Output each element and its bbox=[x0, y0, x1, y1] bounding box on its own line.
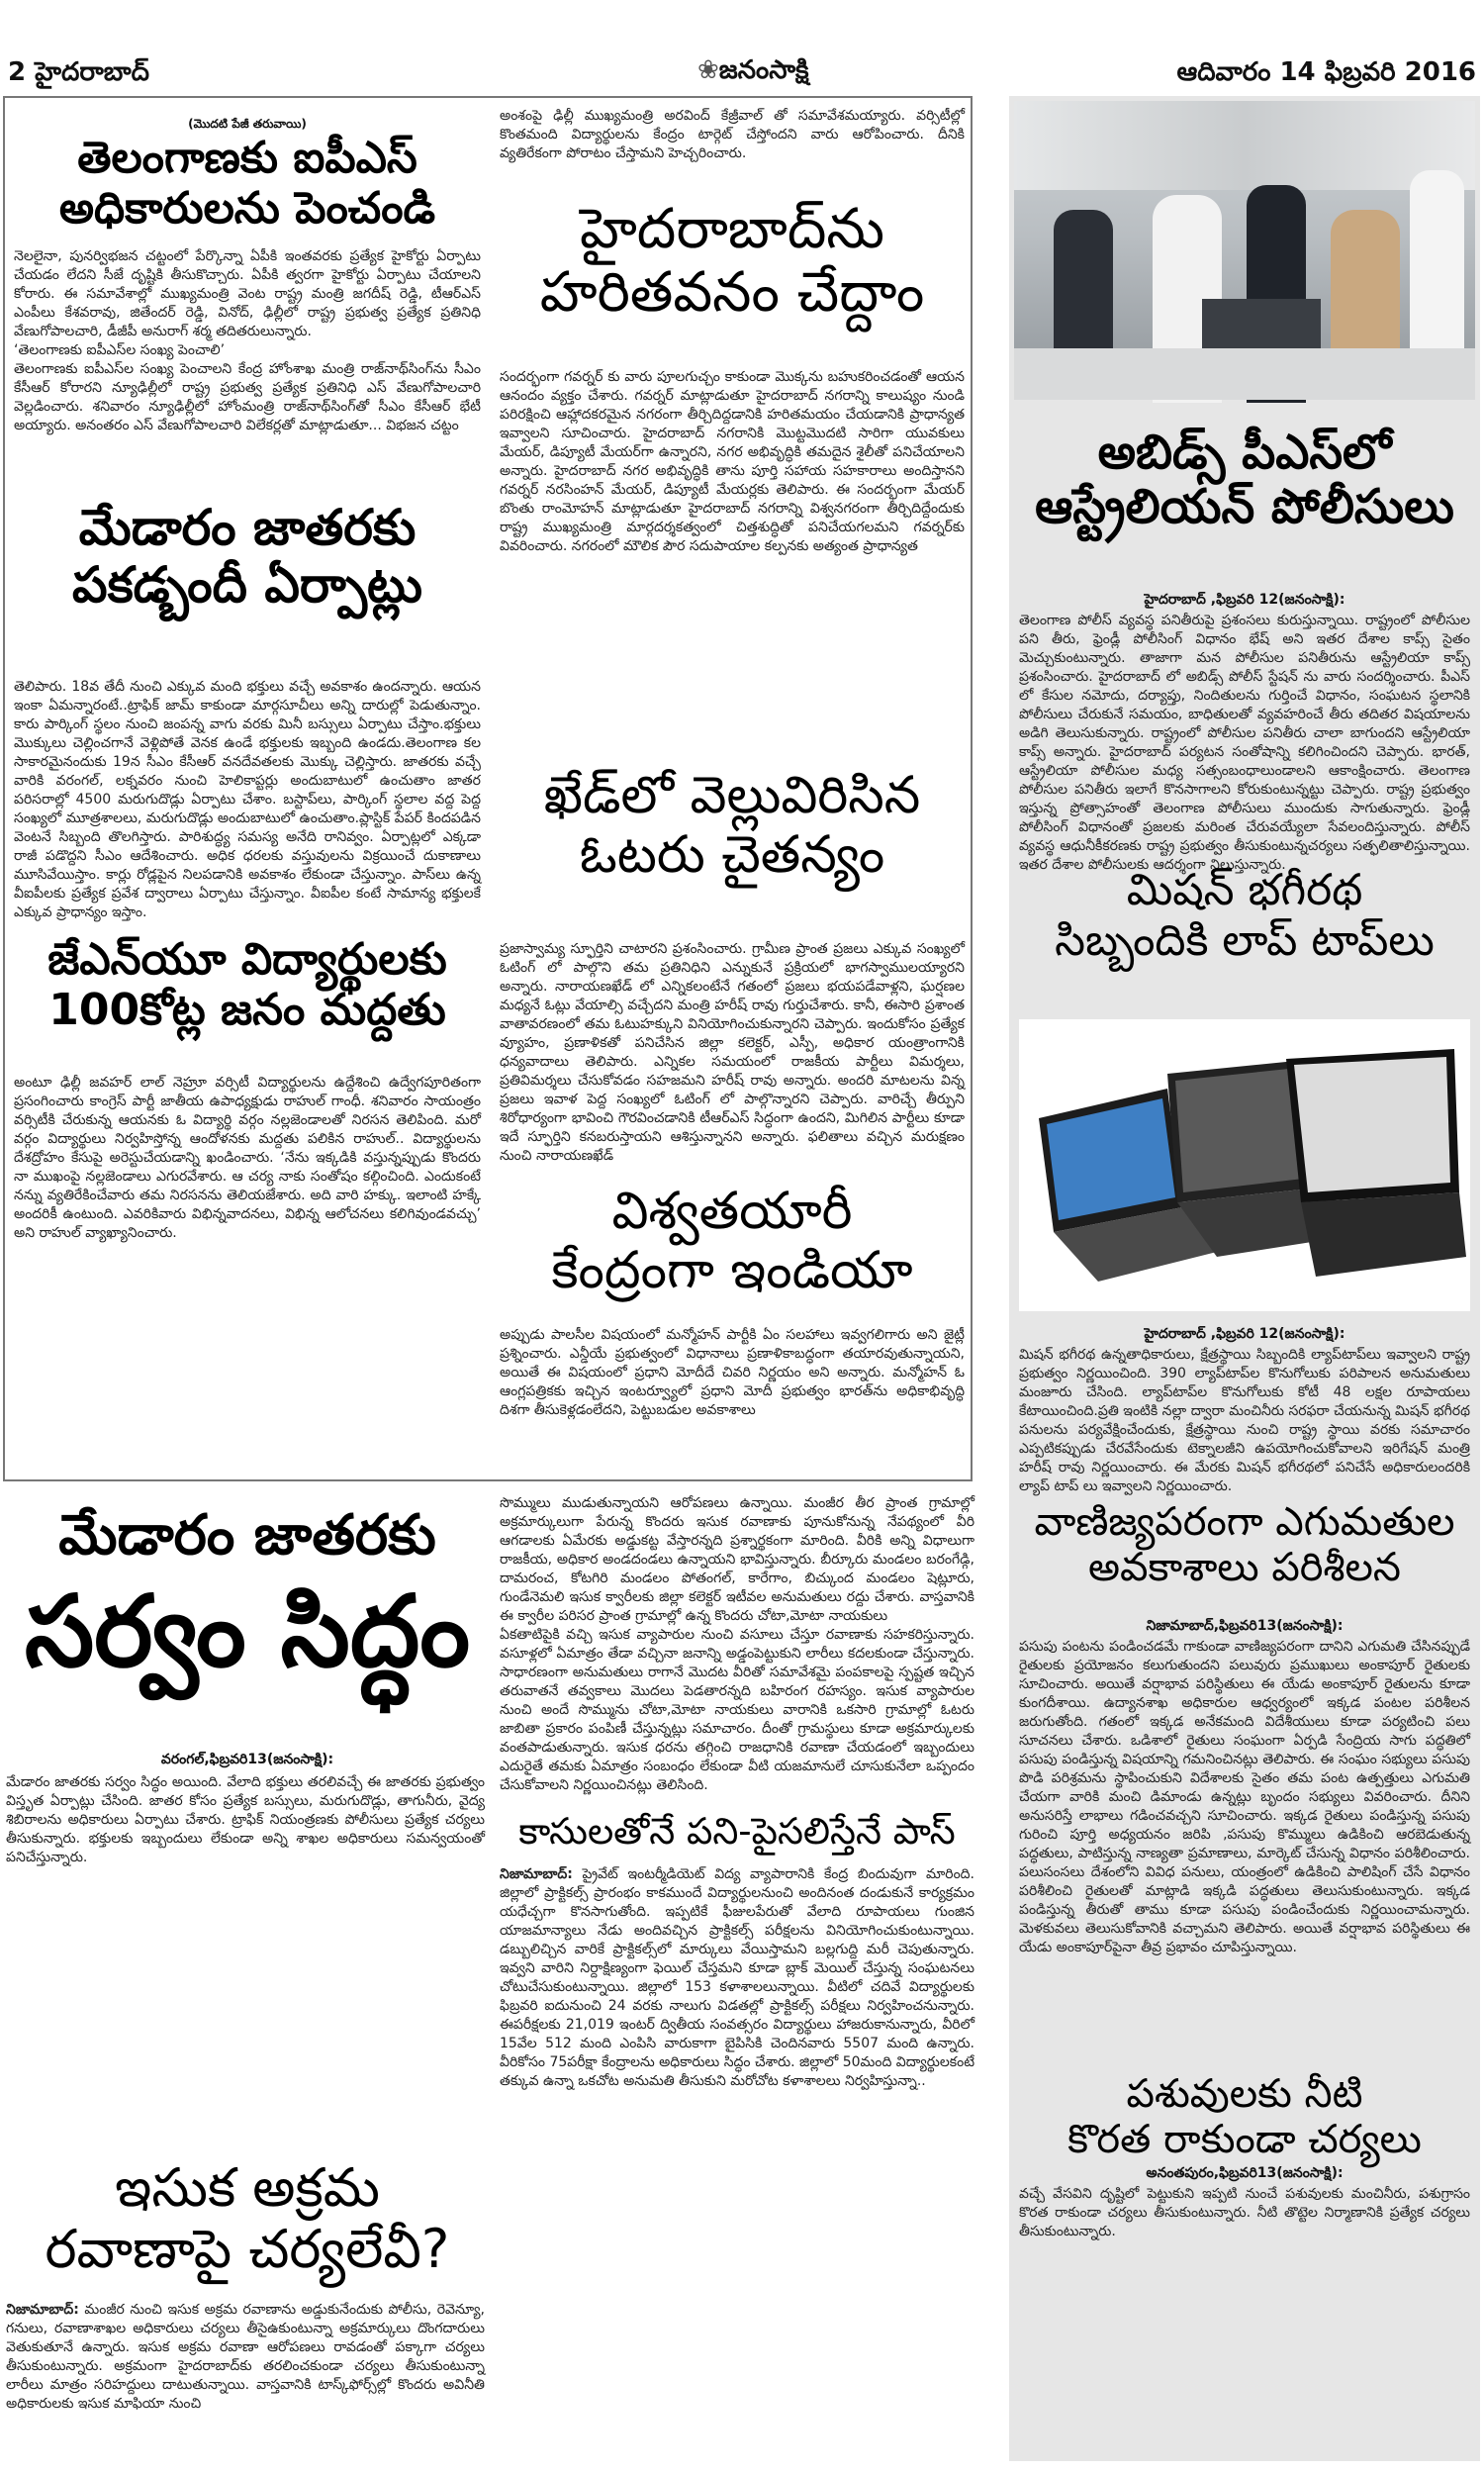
headline-line: సిబ్బందికి లాప్ టాప్‌లు bbox=[1055, 914, 1435, 966]
headline-abids-ps bbox=[1014, 426, 1475, 534]
headline-hyderabad-green bbox=[495, 198, 970, 326]
headline-cash-pass: కాసులతోనే పని-పైసలిస్తేనే పాస్ bbox=[518, 1810, 956, 1853]
article-body-india-manufacturing: అప్పుడు పాలసీల విషయంలో మన్మోహన్ పార్టీకి ఏం సలహాలు ఇవ్వగలిగారు అని జైట్లీ ప్రశ్నించారు. ఎన్డీయే ప్రభుత్వంలో విధానాలు ప్రణాళికాబద్ధంగా తయారవుతున్నాయని, అయితే ఈ విషయంలో ప్రధాని మోదీదే చివరి నిర్ణయం అని అన్నారు. మన్మోహన్ ఓ ఆంగ్లపత్రికకు ఇచ్చిన ఇంటర్వ్యూలో ప్రధాని మోదీ ప్రభుత్వం భారత్‌ను అధికాభివృద్ధి దిశగా తీసుకెళ్లడంలేదని, పెట్టుబడుల అవకాశాలు bbox=[500, 1327, 965, 1418]
headline-line: మేడారం జాతరకు bbox=[78, 499, 417, 556]
headline-line: జేఎన్‌యూ విద్యార్థులకు bbox=[47, 934, 447, 985]
article-body-mission: మిషన్ భగీరథ ఉన్నతాధికారులు, క్షేత్రస్థాయి సిబ్బందికి ల్యాప్‌టాప్‌లు ఇవ్వాలని రాష్ట్ర ప్రభుత్వం నిర్ణయించింది. 390 ల్యాప్‌టాప్‌ల కొనుగోలుకు పరిపాలన అనుమతులు మంజూరు చేసింది. ల్యాప్‌టాప్‌ల కొనుగోలుకు కోటీ 48 లక్షల రూపాయలు కేటాయించింది.ప్రతి ఇంటికి నల్లా ద్వారా మంచినీరు సరఫరా చేయనున్న మిషన్ భగీరథ పనులను పర్యవేక్షించేందుకు, క్షేత్రస్థాయి నుంచి రాష్ట్ర స్థాయి వరకు సమాచారం ఎప్పటికప్పుడు చేరవేసేందుకు టెక్నాలజీని ఉపయోగించుకోవాలని ఇరిగేషన్ మంత్రి హరీష్ రావు నిర్ణయించారు. ఈ మేరకు మిషన్ భగీరథలో పనిచేసే అధికారులందరికి ల్యాప్ టాప్ లు ఇవ్వాలని నిర్ణయించారు. bbox=[1019, 1347, 1470, 1494]
headline-line: అబిడ్స్ పీఎస్‌లో bbox=[1097, 425, 1392, 480]
masthead-emblem-icon: ❀ bbox=[697, 55, 719, 85]
article-body-cattle: వచ్చే వేసవిని దృష్టిలో పెట్టుకుని ఇప్పటి నుంచే పశువులకు మంచినీరు, పశుగ్రాసం కొరత రాకుండా చర్యలు తీసుకుంటున్నారు. నీటి తొట్టెల నిర్మాణానికి ప్రత్యేక చర్యలు తీసుకుంటున్నారు. bbox=[1019, 2186, 1470, 2239]
article-body-trade: పసుపు పంటను పండించడమే గాకుండా వాణిజ్యపరంగా దానిని ఎగుమతి చేసినప్పుడే రైతులకు ప్రయోజనం కలుగుతుందని పలువురు ప్రముఖులు అంకాపూర్ రైతులకు సూచించారు. అయితే వర్షాభావ పరిస్థితులు ఈ యేడు అంకాపూర్ రైతులను కూడా కుంగదీశాయి. ఉద్యానశాఖ అధికారుల ఆధ్వర్యంలో ఇక్కడ పంటల పరిశీలన జరుగుతోంది. గతంలో ఇక్కడ అనేకమంది విదేశీయులు కూడా పర్యటించి పలు సూచనలు చేశారు. ఒడిశాలో రైతులు సంఘంగా ఏర్పడి సేంద్రియ సాగు పద్ధతిలో పసుపు పండిస్తున్న విషయాన్ని గమనించినట్లు తెలిపారు. ఈ సంఘం సభ్యులు పసుపు పొడి పరిశ్రమను స్థాపించుకుని విదేశాలకు సైతం తమ పంట ఉత్పత్తులు ఎగుమతి చేయగా వారికి మంచి డిమాండు ఉన్నట్లు బృందం సభ్యులు వివరించారు. దీనిని అనుసరిస్తే లాభాలు గడించవచ్చని సూచించారు. ఇక్కడ రైతులు పండిస్తున్న పసుపు గురించి పూర్తి అధ్యయనం జరిపి ,పసుపు కొమ్ములు ఉడికించి ఆరబెడుతున్న పద్ధతులు, పాటిస్తున్న నాణ్యతా ప్రమాణాలు, మార్కెట్ చేసున్న విధానం పరిశీలించారు. పలుసంసలు దేశంలోని వివిధ పనులు, యంత్రంలో ఉడికించి పాలిషింగ్ చేసే విధానం పరిశీలించి రైతులతో మాట్లాడి ఇక్కడి పద్ధతులు తెలుసుకుంటున్నారు. ఇక్కడ పండిస్తున్న తీరుతో తాము కూడా పసుపు పండించేందుకు నిర్ణయించామన్నారు. మెళకువలు తెలుసుకోవానికి వచ్చామని తెలిపారు. అయితే వర్షాభావ పరిస్థితులు ఈ యేడు అంకాపూర్‌పైనా తీవ్ర ప్రభావం చూపిస్తున్నాయి. bbox=[1019, 1639, 1470, 1955]
article-body-hyderabad-green: సందర్భంగా గవర్నర్ కు వారు పూలగుచ్చం కాకుండా మొక్కను బహుకరించడంతో ఆయన ఆనందం వ్యక్తం చేశారు. గవర్నర్ మాట్లాడుతూ హైదరాబాద్ నగరాన్ని కాలుష్యం నుండి పరిరక్షించి ఆహ్లాదకరమైన నగరంగా తీర్చిదిద్దడానికి హరితమయం చేయడానికి ప్రాధాన్యత ఇవ్వాలని సూచించారు. హైదరాబాద్ నగరానికి మొట్టమొదటి సారిగా యువకులు మేయర్, డిప్యూటీ మేయర్‌గా ఉన్నారని, నగర అభివృద్ధికి తమదైన శైలీతో పనిచేయాలని అన్నారు. హైదరాబాద్ నగర అభివృద్ధికి తాను పూర్తి సహాయ సహకారాలు అందిస్తానని గవర్నర్ నరసింహన్ మేయర్, డిప్యూటీ మేయర్లకు తెలిపారు. ఈ సందర్భంగా మేయర్ బొంతు రాంమోహన్ మాట్లాడుతూ హైదరాబాద్ నగరాన్ని విశ్వనగరంగా తీర్చిదిద్దేందుకు రాష్ట్ర ముఖ్యమంత్రి మార్గదర్శకత్వంలో చిత్తశుద్ధితో పనిచేయగలమని గవర్నర్‌కు వివరించారు. నగరంలో మౌలిక పౌర సదుపాయాల కల్పనకు అత్యంత ప్రాధాన్యత bbox=[500, 369, 965, 554]
headline-cattle-water bbox=[1014, 2071, 1475, 2162]
page-label: 2 హైదరాబాద్ bbox=[8, 57, 149, 87]
paragraph: మంజీర నుంచి ఇసుక అక్రమ రవాణాను అడ్డుకునేందుకు పోలీసు, రెవెన్యూ, గనులు, రవాణాశాఖల అధికారులు చర్యలు తీసైఉకుంటున్నా అక్రమార్కులు దొంగదారులు వెతుకుతూనే ఉన్నారు. ఇసుక అక్రమ రవాణా ఆరోపణలు రావడంతో పక్కాగా చర్యలు తీసుకుంటున్నారు. అక్రమంగా హైదరాబాద్‌కు తరలించకుండా చర్యలు తీసుకుంటున్నా లారీలు మాత్రం సరిహద్దులు దాటుతున్నాయి. వాస్తవానికి టాస్క్‌ఫోర్స్‌ల్లో కొందరు అవినీతి అధికారులకు ఇసుక మాఫియా నుంచి bbox=[6, 2302, 485, 2412]
article-body-khed: ప్రజాస్వామ్య స్ఫూర్తిని చాటారని ప్రశంసించారు. గ్రామీణ ప్రాంత ప్రజలు ఎక్కువ సంఖ్యలో ఓటింగ్ లో పాల్గొని తమ ప్రతినిధిని ఎన్నుకునే ప్రక్రియలో భాగస్వాములయ్యారని అన్నారు. నారాయణఖేడ్ లో ఎన్నికలంటేనే గతంలో ప్రజలు భయపడేవాళ్లని, ఘర్షణల మధ్యనే ఓట్లు వేయాల్సి వచ్చేదని మంత్రి హరీష్ రావు గుర్తుచేశారు. కానీ, ఈసారి ప్రశాంత వాతావరణంలో తమ ఓటుహక్కుని వినియోగించుకున్నారని చెప్పారు. ఇందుకోసం ప్రత్యేక వ్యూహం, ప్రణాళికతో పనిచేసిన జిల్లా కలెక్టర్, ఎస్పీ, అధికార యంత్రాంగానికి ధన్యవాదాలు తెలిపారు. ఎన్నికల సమయంలో రాజకీయ పార్టీలు విమర్శలు, ప్రతివిమర్శలు చేసుకోవడం సహజమని హరీష్ రావు అన్నారు. అందరి మాటలను విన్న ప్రజలు ఇవాళ పెద్ద సంఖ్యలో ఓటింగ్ లో పాల్గొన్నారని చెప్పారు. వారిచ్చే తీర్పుని శిరోధార్యంగా భావించి గౌరవించడానికి టీఆర్ఎస్ సిద్ధంగా ఉందని, మిగిలిన పార్టీలు కూడా ఇదే స్ఫూర్తిని కనబరుస్తాయని ఆశిస్తున్నానని అన్నారు. ఫలితాలు వచ్చిన మరుక్షణం నుంచి నారాయణఖేడ్ bbox=[500, 941, 965, 1164]
article-body-cash-pass bbox=[500, 1865, 974, 2454]
photo-australian-police-visit bbox=[1014, 101, 1475, 400]
headline-ips bbox=[10, 134, 485, 234]
headline-line: పకడ్బందీ ఏర్పాట్లు bbox=[72, 555, 422, 614]
dateline-cattle: అనంతపురం,ఫిబ్రవరి13(జనంసాక్షి): bbox=[1146, 2165, 1344, 2181]
headline-india-manufacturing bbox=[495, 1183, 970, 1301]
article-body-medaram-arrangements: తెలిపారు. 18వ తేదీ నుంచి ఎక్కువ మంది భక్తులు వచ్చే అవకాశం ఉందన్నారు. ఆయన ఇంకా ఏమన్నారంటే..ట్రాఫిక్ జామ్ కాకుండా మార్గసూచీలు అన్ని దారుల్లో పెడుతున్నాం. కారు పార్కింగ్ స్థలం నుంచి జంపన్న వాగు వరకు మినీ బస్సులు ఏర్పాటు చేస్తాం.భక్తులు మొక్కులు చెల్లించగానే వెళ్లిపోతే వెనక ఉండే భక్తులకు ఇబ్బంది ఉండదు.తెలంగాణ కల సాకారమైనందుకు 19న సీఎం కేసీఆర్ వనదేవతలకు మొక్కు చెల్లిస్తారు. జాతరకు వచ్చే వారికి వరంగల్, లక్నవరం నుంచి హెలికాప్టర్లు అందుబాటులో ఉంచుతాం జాతర పరిసరాల్లో 4500 మరుగుదొడ్లు ఏర్పాటు చేశాం. బస్టాప్‌లు, పార్కింగ్ స్థలాల వద్ద పెద్ద సంఖ్యలో మూత్రశాలలు, మరుగుదొడ్లు అందుబాటులో ఉంచుతాం.ప్లాస్టిక్ పేపర్ కిందపడిన వెంటనే సిబ్బంది తొలగిస్తారు. పారిశుద్ధ్య సమస్య అనేది రానివ్వం. ఏర్పాట్లలో ఎక్కడా రాజీ పడొద్దని సీఎం ఆదేశించారు. అధిక ధరలకు వస్తువులను విక్రయించే దుకాణాలు మూసివేయిస్తాం. కార్లు రోడ్లపైన నిలపడానికి అవకాశం లేకుండా చేస్తున్నాం. పాస్‌లు ఉన్న వీఐపీలకు ప్రత్యేక ప్రవేశ ద్వారాలు ఏర్పాటు చేస్తున్నాం. వీఐపీల కంటే సామాన్య భక్తులకే ఎక్కువ ప్రాధాన్యం ఇస్తాం. bbox=[14, 679, 481, 920]
headline-sand-transport bbox=[0, 2157, 495, 2280]
dateline-medaram: వరంగల్,ఫిబ్రవరి13(జనంసాక్షి): bbox=[160, 1752, 334, 1767]
headline-line: పశువులకు నీటి bbox=[1126, 2071, 1363, 2117]
article-body-continued: అంశంపై ఢిల్లీ ముఖ్యమంత్రి అరవింద్ కేజ్రీవాల్ తో సమావేశమయ్యారు. వర్సిటీల్లో కొంతమంది విద్యార్థులను కేంద్రం టార్గెట్ చేస్తోందని వారు ఆరోపించారు. దీనికి వ్యతిరేకంగా పోరాటం చేస్తామని హెచ్చరించారు. bbox=[500, 108, 965, 161]
masthead-text: జనంసాక్షి bbox=[718, 55, 809, 85]
headline-line: సర్వం సిద్ధం bbox=[24, 1573, 471, 1690]
headline-jnu bbox=[10, 935, 485, 1035]
dateline-abids: హైదరాబాద్ ,ఫిబ్రవరి 12(జనంసాక్షి): bbox=[1144, 592, 1345, 608]
headline-line: 100కోట్ల జనం మద్దతు bbox=[48, 984, 446, 1035]
headline-mission-bhagiratha bbox=[1014, 866, 1475, 966]
headline-line: ఓటరు చైతన్యం bbox=[579, 824, 885, 885]
dateline-trade: నిజామాబాద్,ఫిబ్రవరి13(జనంసాక్షి): bbox=[1146, 1618, 1344, 1634]
paragraph: సొమ్ములు ముడుతున్నాయని ఆరోపణలు ఉన్నాయి. మంజీర తీర ప్రాంత గ్రామాల్లో అక్రమార్కులుగా పేరున్న కొందరు ఇసుక రవాణాకు పూనుకోనున్న నేపథ్యంలో వీరి ఆగడాలకు ఏమేరకు అడ్డుకట్ట వేస్తారన్నది ప్రశ్నార్థకంగా మారింది. వీరికి అన్ని విధాలుగా రాజకీయ, అధికార అండదండలు ఉన్నాయని భావిస్తున్నారు. బీర్కూరు మండలం బరంగేడ్గి, దామరంచ, కోటగిరి మండలం పోతంగల్, కారేగాం, బిచ్కుంద మండలం షెట్లూరు, గుండేనెమలి ఇసుక క్వారీలకు జిల్లా కలెక్టర్ ఇటీవల అనుమతులు రద్దు చేశారు. వాస్తవానికి ఈ క్వారీల పరిసర ప్రాంత గ్రామాల్లో ఉన్న కొందరు చోటా,మోటా నాయకులు bbox=[500, 1495, 974, 1624]
continued-kicker: (మొదటి పేజీ తరువాయి) bbox=[188, 117, 307, 131]
headline-line: హైదరాబాద్‌ను bbox=[579, 197, 885, 261]
article-body-sand-continued bbox=[500, 1494, 974, 1801]
dateline-lead: నిజామాబాద్: bbox=[500, 1866, 573, 1882]
paragraph: తెలంగాణకు ఐపీఎస్‌ల సంఖ్య పెంచాలని కేంద్ర హోంశాఖ మంత్రి రాజ్‌నాథ్‌సింగ్‌ను సీఎం కేసీఆర్ కోరారని న్యూఢిల్లీలో రాష్ట్ర ప్రభుత్వ ప్రత్యేక ప్రతినిధి ఎస్ వేణుగోపాలచారి వెల్లడించారు. శనివారం న్యూఢిల్లీలో హోంమంత్రి రాజ్‌నాథ్‌సింగ్‌తో సీఎం కేసీఆర్ భేటీ అయ్యారు. అనంతరం ఎస్ వేణుగోపాలచారి విలేకర్లతో మాట్లాడుతూ... విభజన చట్టం bbox=[14, 361, 481, 433]
laptops-illustration bbox=[1019, 1019, 1470, 1311]
headline-line: వాణిజ్యపరంగా ఎగుమతుల bbox=[1034, 1499, 1455, 1545]
paragraph: నెలలైనా, పునర్విభజన చట్టంలో పేర్కొన్నా ఏపీకి ఇంతవరకు ప్రత్యేక హైకోర్టు ఏర్పాటు చేయడం లేదని సీజే దృష్టికి తీసుకొచ్చారు. ఏపీకి త్వరగా హైకోర్టు ఏర్పాటు చేయాలని కోరారు. ఈ సమావేశాల్లో ముఖ్యమంత్రి వెంట రాష్ట్ర మంత్రి జగదీష్ రెడ్డి, టీఆర్ఎస్ ఎంపీలు కేశవరావు, జితేందర్ రెడ్డి, వినోద్, ఢిల్లీలో రాష్ట్ర ప్రభుత్వ ప్రత్యేక ప్రతినిధి వేణుగోపాలచారి, డీజీపీ అనురాగ్ శర్మ తదితరులున్నారు. bbox=[14, 248, 481, 339]
headline-line: అవకాశాలు పరిశీలన bbox=[1088, 1545, 1401, 1590]
dateline-mission: హైదరాబాద్ ,ఫిబ్రవరి 12(జనంసాక్షి): bbox=[1144, 1326, 1345, 1342]
headline-line: హరితవనం చేద్దాం bbox=[539, 260, 925, 326]
headline-medaram-arrangements bbox=[10, 500, 485, 614]
article-body-ips bbox=[14, 247, 481, 450]
article-body-abids: తెలంగాణ పోలీస్ వ్యవస్థ పనితీరుపై ప్రశంసలు కురుస్తున్నాయి. రాష్ట్రంలో పోలీసుల పని తీరు, ఫ్రెండ్లీ పోలీసింగ్ విధానం భేష్ అని ఇతర దేశాల కాప్స్ సైతం మెచ్చుకుంటున్నారు. తాజాగా మన పోలీసుల పనితీరును ఆస్ట్రేలియా కాప్స్ ప్రశంసించారు. హైదరాబాద్ లో అబిడ్స్ పోలీస్ స్టేషన్ ను వారు సందర్శించారు. పీఎస్ లో కేసుల నమోదు, దర్యాప్తు, నిందితులను గుర్తించే విధానం, సంఘటన స్థలానికి పోలీసులు చేరుకునే సమయం, బాధితులతో వ్యవహరించే తీరు తదితర విషయాలను అడిగి తెలుసుకున్నారు. రాష్ట్రంలో పోలీసుల పనితీరు చాలా బాగుందని ఆస్ట్రేలియా కాప్స్ అన్నారు. హైదరాబాద్ పర్యటన సంతోషాన్ని కలిగించిందని చెప్పారు. భారత్, ఆస్ట్రేలియా పోలీసుల మధ్య సత్సంబంధాలుండాలని ఆకాంక్షించారు. తెలంగాణ పోలీసుల పనితీరు ఇలాగే కొనసాగాలని కోరుకుంటున్నట్టు చెప్పారు. రాష్ట్ర ప్రభుత్వం ఇస్తున్న ప్రోత్సాహంతో తెలంగాణ పోలీసులు ముందుకు సాగుతున్నారు. ఫ్రెండ్లీ పోలీసింగ్ విధానంతో ప్రజలకు మరింత చేరువయ్యేలా సేవలందిస్తున్నారు. పోలీస్ వ్యవస్థ ఆధునీకీకరణకు రాష్ట్ర ప్రభుత్వం తీసుకుంటున్నచర్యలు సత్ఫలితాలిస్తున్నాయి. ఇతర దేశాల పోలీసులకు ఆదర్శంగా నిలుస్తున్నారు. bbox=[1019, 613, 1470, 873]
subheading: ‘తెలంగాణకు ఐపీఎస్‌ల సంఖ్య పెంచాలి’ bbox=[14, 342, 226, 358]
headline-line: ఆస్ట్రేలియన్ పోలీసులు bbox=[1035, 479, 1454, 535]
headline-line: ఇసుక అక్రమ bbox=[115, 2156, 380, 2219]
headline-khed bbox=[495, 767, 970, 886]
article-body-jnu: అంటూ ఢిల్లీ జవహర్ లాల్ నెహ్రూ వర్సిటీ విద్యార్థులను ఉద్దేశించి ఉద్వేగపూరితంగా ప్రసంగించారు కాంగ్రెస్ పార్టీ జాతీయ ఉపాధ్యక్షుడు రాహుల్ గాంధీ. శనివారం సాయంత్రం వర్సిటీకి చేరుకున్న ఆయనకు ఓ విద్యార్థి వర్గం నల్లజెండాలతో నిరసన తెలిపింది. మరో వర్గం విద్యార్థులు నిర్వహిస్తోన్న ఆందోళనకు మద్దతు పలికిన రాహుల్.. విద్యార్థులను దేశద్రోహం కేసుపై అరెస్టుచేయడాన్ని ఖండించారు. ‘నేను ఇక్కడికి వస్తున్నప్పుడు కొందరు నా ముఖంపై నల్లజెండాలు ఎగురవేశారు. ఆ చర్య నాకు సంతోషం కల్గించింది. ఎందుకంటే నన్ను వ్యతిరేకించేవారు తమ నిరసనను తెలియజేశారు. అది వారి హక్కు. ఇలాంటి హక్కే అందరికీ ఉంటుంది. ఎవరికివారు విభిన్నవాదనలు, విభిన్న ఆలోచనలు కలిగివుండవచ్చు’ అని రాహుల్ వ్యాఖ్యానించారు. bbox=[14, 1075, 481, 1241]
headline-line: కొరత రాకుండా చర్యలు bbox=[1067, 2117, 1422, 2162]
paragraph: ప్రైవేట్ ఇంటర్మీడియెట్ విద్య వ్యాపారానికి కేంద్ర బిందువుగా మారింది. జిల్లాలో ప్రాక్టికల్స్ ప్రారంభం కాకముందే విద్యార్థులనుంచి అందినంత దండుకునే కార్యక్రమం యధేచ్చగా కొనసాగుతోంది. ఇప్పటికే ఫీజులపేరుతో వేలాది రూపాయలు గుంజిన యాజమాన్యాలు నేడు అందివచ్చిన ప్రాక్టికల్స్ పరీక్షలను వినియోగించుకుంటున్నాయి. డబ్బులిచ్చిన వారికే ప్రాక్టికల్స్‌లో మార్కులు వేయిస్తామని బల్లగుద్ది మరీ చెపుతున్నారు. ఇవ్వని వారిని నిర్దాక్షిణ్యంగా ఫెయిల్ చేస్తమని కూడా బ్లాక్ మెయిల్ చేస్తున్న సంఘటనలు చోటుచేసుకుంటున్నాయి. జిల్లాలో 153 కళాశాలలున్నాయి. వీటిలో చదివే విద్యార్థులకు ఫిబ్రవరి ఐదునుంచి 24 వరకు నాలుగు విడతల్లో ప్రాక్టికల్స్ పరీక్షలు నిర్వహించనున్నారు. ఈపరీక్షలకు 21,019 ఇంటర్ ద్వితీయ సంవత్సరం విద్యార్థులు హాజరుకానున్నారు, వీరిలో 15వేల 512 మంది ఎంపిసి వారుకాగా బైపిసికి చెందినవారు 5507 మంది ఉన్నారు. వీరికోసం 75పరీక్షా కేంద్రాలను అధికారులు సిద్ధం చేశారు. జిల్లాలో 50మంది విద్యార్థులకంటే తక్కువ ఉన్నా ఒకచోట అనుమతి తీసుకుని మరోచోట కళాశాలలు నిర్వహిస్తున్నా.. bbox=[500, 1866, 975, 2089]
headline-line: మేడారం జాతరకు bbox=[58, 1503, 436, 1568]
masthead-logo bbox=[697, 55, 809, 91]
photo-laptops bbox=[1019, 1019, 1470, 1311]
headline-line: మిషన్ భగీరథ bbox=[1126, 865, 1363, 915]
headline-export-opportunities bbox=[1014, 1499, 1475, 1590]
article-body-sand bbox=[6, 2301, 485, 2410]
headline-line: ఖేడ్‌లో వెల్లువిరిసిన bbox=[543, 766, 921, 825]
headline-line: అధికారులను పెంచండి bbox=[58, 182, 436, 234]
paragraph: ఏకతాటిపైకి వచ్చి ఇసుక వ్యాపారుల నుంచి వసూలు చేస్తూ రవాణాకు సహకరిస్తున్నారు. వసూళ్లలో ఏమాత్రం తేడా వచ్చినా జనాన్ని అడ్డంపెట్టుకుని లారీలు కదలకుండా చేస్తున్నారు. సాధారణంగా అనుమతులు రాగానే మొదట వీరితో సమావేశమై పంపకాలపై స్పష్టత ఇచ్చిన తరువాతనే తవ్వకాలు మొదలు పెడతారన్నది బహిరంగ రహస్యం. ఇసుక వ్యాపారుల నుంచి అందే సొమ్మును చోటా,మోటా నాయకులు వారానికి ఒకసారి గ్రామాల్లో ఓటరు జాబితా ప్రకారం పంపిణీ చేస్తున్నట్లు సమాచారం. దీంతో గ్రామస్థులు కూడా అక్రమార్కులకు వంతపాడుతున్నారు. ఇసుక ధరను తగ్గించి రాజధానికి రవాణా చేయడంలో ఇబ్బందులు ఎదురైతే తమకు ఏమాత్రం సంబంధం లేకుండా వీటి యజమానులే చూసుకునేలా ఒప్పందం చేసుకోవాలని నిర్ణయించినట్లు తెలిసింది. bbox=[500, 1627, 974, 1793]
headline-line: కేంద్రంగా ఇండియా bbox=[551, 1240, 913, 1300]
dateline-lead: నిజామాబాద్: bbox=[6, 2302, 79, 2318]
article-body-medaram-ready: మేడారం జాతరకు సర్వం సిద్ధం అయింది. వేలాది భక్తులు తరలివచ్చే ఈ జాతరకు ప్రభుత్వం విస్తృత ఏర్పాట్లు చేసింది. జాతర కోసం ప్రత్యేక బస్సులు, మరుగుదొడ్లు, తాగునీరు, వైద్య శిబిరాలను అధికారులు ఏర్పాటు చేశారు. ట్రాఫిక్ నియంత్రణకు పోలీసులు ప్రత్యేక చర్యలు తీసుకున్నారు. భక్తులకు ఇబ్బందులు లేకుండా అన్ని శాఖల అధికారులు సమన్వయంతో పనిచేస్తున్నారు. bbox=[6, 1774, 485, 1865]
headline-line: రవాణాపై చర్యలేవీ? bbox=[45, 2218, 450, 2281]
headline-line: విశ్వతయారీ bbox=[611, 1182, 853, 1241]
issue-date: ఆదివారం 14 ఫిబ్రవరి 2016 bbox=[1176, 57, 1476, 87]
headline-medaram-ready bbox=[0, 1504, 495, 1696]
headline-line: తెలంగాణకు ఐపీఎస్ bbox=[77, 133, 417, 183]
